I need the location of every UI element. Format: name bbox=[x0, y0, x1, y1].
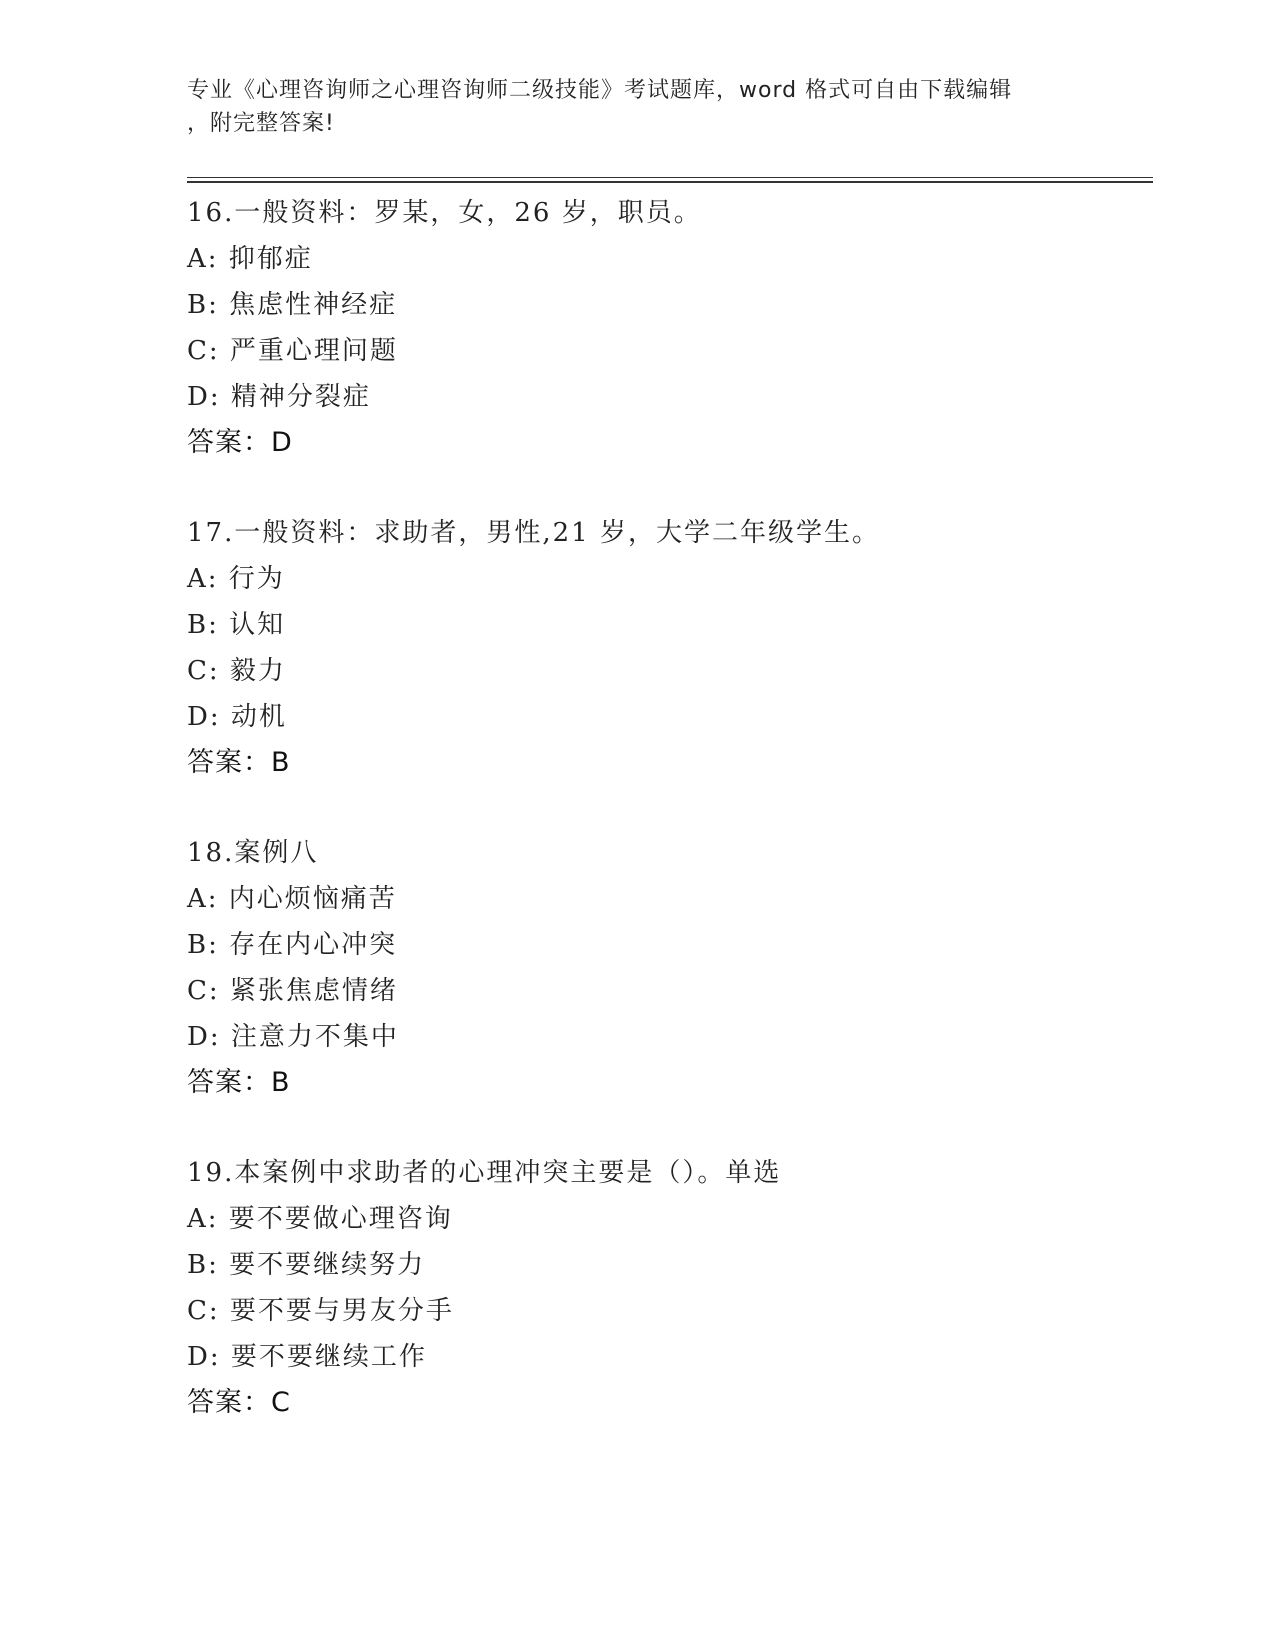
option-c: C: 要不要与男友分手 bbox=[187, 1296, 454, 1326]
header-line-1: 专业《心理咨询师之心理咨询师二级技能》考试题库，word 格式可自由下载编辑 bbox=[187, 78, 1013, 103]
option-a: A: 内心烦恼痛苦 bbox=[187, 884, 397, 914]
option-d: D: 精神分裂症 bbox=[187, 382, 371, 412]
option-a: A: 行为 bbox=[187, 564, 285, 594]
question-stem: 18.案例八 bbox=[187, 838, 319, 868]
option-d: D: 要不要继续工作 bbox=[187, 1342, 427, 1372]
answer: 答案：C bbox=[187, 1387, 291, 1418]
answer: 答案：D bbox=[187, 427, 293, 458]
option-a: A: 要不要做心理咨询 bbox=[187, 1204, 453, 1234]
question-list bbox=[187, 190, 1147, 1470]
answer: 答案：B bbox=[187, 747, 291, 778]
question-19 bbox=[187, 1150, 1147, 1470]
option-b: B: 认知 bbox=[187, 610, 286, 640]
answer: 答案：B bbox=[187, 1067, 291, 1098]
option-d: D: 动机 bbox=[187, 702, 287, 732]
option-b: B: 存在内心冲突 bbox=[187, 930, 398, 960]
option-c: C: 严重心理问题 bbox=[187, 336, 398, 366]
question-stem: 19.本案例中求助者的心理冲突主要是（）。单选 bbox=[187, 1158, 782, 1188]
option-b: B: 要不要继续努力 bbox=[187, 1250, 426, 1280]
question-17 bbox=[187, 510, 1147, 830]
option-a: A: 抑郁症 bbox=[187, 244, 313, 274]
header-line-2: ，附完整答案! bbox=[187, 111, 335, 136]
option-c: C: 毅力 bbox=[187, 656, 286, 686]
question-stem: 17.一般资料：求助者，男性,21 岁，大学二年级学生。 bbox=[187, 518, 880, 548]
option-d: D: 注意力不集中 bbox=[187, 1022, 399, 1052]
header-divider-thick bbox=[187, 181, 1153, 183]
option-c: C: 紧张焦虑情绪 bbox=[187, 976, 398, 1006]
question-stem: 16.一般资料：罗某，女，26 岁，职员。 bbox=[187, 198, 702, 228]
header-divider-thin bbox=[187, 177, 1153, 178]
question-18 bbox=[187, 830, 1147, 1150]
question-16 bbox=[187, 190, 1147, 510]
document-header bbox=[187, 74, 1087, 140]
option-b: B: 焦虑性神经症 bbox=[187, 290, 398, 320]
